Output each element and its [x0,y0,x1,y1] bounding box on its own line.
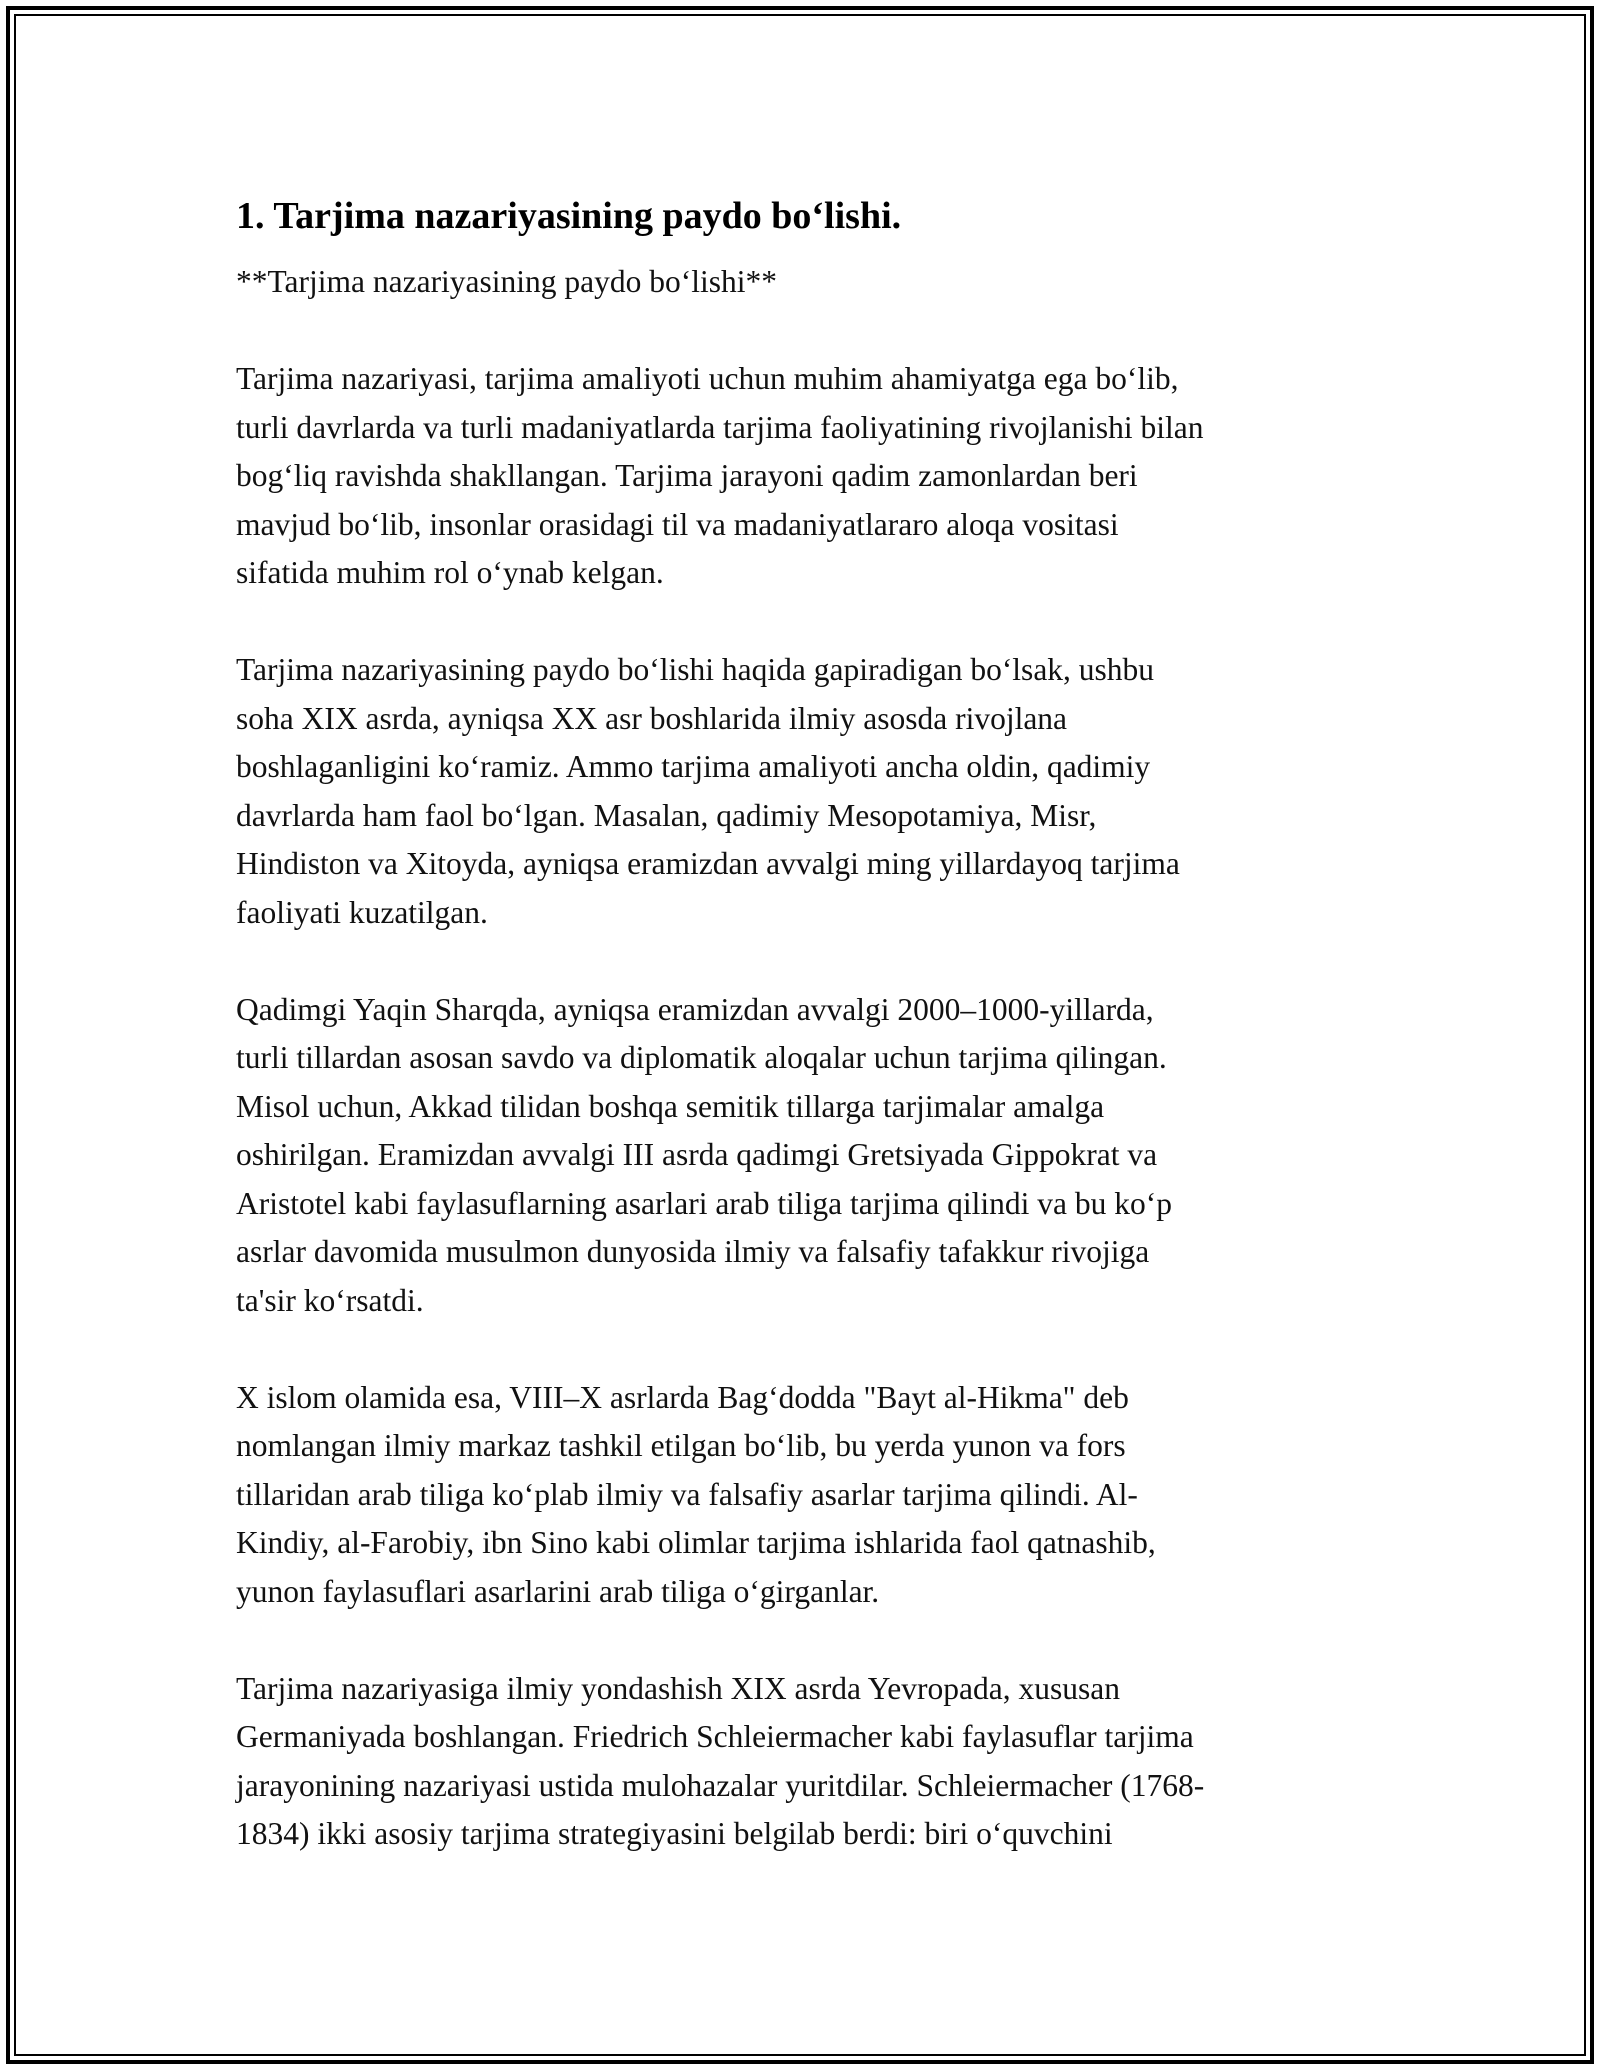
text-line: boshlaganligini ko‘ramiz. Ammo tarjima amaliyoti ancha oldin, qadimiy [236,749,1151,784]
text-line: 1834) ikki asosiy tarjima strategiyasini belgilab berdi: biri o‘quvchini [236,1816,1113,1851]
paragraph [236,1665,1366,1859]
text-line: bog‘liq ravishda shakllangan. Tarjima jarayoni qadim zamonlardan beri [236,458,1138,493]
text-line: ta'sir ko‘rsatdi. [236,1282,424,1318]
text-line: Tarjima nazariyasining paydo bo‘lishi haqida gapiradigan bo‘lsak, ushbu [236,652,1155,687]
text-line: faoliyati kuzatilgan. [236,894,488,930]
text-line: turli tillardan asosan savdo va diplomatik aloqalar uchun tarjima qilingan. [236,1040,1167,1075]
section-subtitle: **Tarjima nazariyasining paydo bo‘lishi** [236,264,778,299]
paragraph [236,1374,1366,1617]
paragraph [236,986,1366,1326]
text-line: sifatida muhim rol o‘ynab kelgan. [236,555,664,590]
text-line: jarayonining nazariyasi ustida mulohazalar yuritdilar. Schleiermacher (1768- [236,1767,1205,1803]
text-line: Kindiy, al-Farobiy, ibn Sino kabi olimlar tarjima ishlarida faol qatnashib, [236,1525,1156,1560]
text-line: yunon faylasuflari asarlarini arab tiliga o‘girganlar. [236,1573,880,1609]
text-line: Misol uchun, Akkad tilidan boshqa semitik tillarga tarjimalar amalga [236,1088,1105,1124]
text-line: Aristotel kabi faylasuflarning asarlari arab tiliga tarjima qilindi va bu ko‘p [236,1185,1172,1221]
text-line: davrlarda ham faol bo‘lgan. Masalan, qadimiy Mesopotamiya, Misr, [236,797,1097,833]
text-line: mavjud bo‘lib, insonlar orasidagi til va madaniyatlararo aloqa vositasi [236,506,1119,542]
paragraph [236,646,1366,937]
text-line: tillaridan arab tiliga ko‘plab ilmiy va falsafiy asarlar tarjima qilindi. Al- [236,1476,1138,1512]
text-line: Tarjima nazariyasiga ilmiy yondashish XIX asrda Yevropada, xususan [236,1670,1120,1706]
text-line: Hindiston va Xitoyda, ayniqsa eramizdan avvalgi ming yillardayoq tarjima [236,846,1180,881]
text-line: Qadimgi Yaqin Sharqda, ayniqsa eramizdan avvalgi 2000–1000-yillarda, [236,991,1154,1027]
text-line: soha XIX asrda, ayniqsa XX asr boshlarida ilmiy asosda rivojlana [236,700,1068,736]
text-line: turli davrlarda va turli madaniyatlarda tarjima faoliyatining rivojlanishi bilan [236,409,1204,445]
text-line: asrlar davomida musulmon dunyosida ilmiy va falsafiy tafakkur rivojiga [236,1234,1150,1269]
text-line: Tarjima nazariyasi, tarjima amaliyoti uchun muhim ahamiyatga ega bo‘lib, [236,361,1179,396]
text-line: X islom olamida esa, VIII–X asrlarda Bag‘dodda "Bayt al-Hikma" deb [236,1379,1129,1415]
text-line: oshirilgan. Eramizdan avvalgi III asrda qadimgi Gretsiyada Gippokrat va [236,1137,1158,1172]
text-line: Germaniyada boshlangan. Friedrich Schleiermacher kabi faylasuflar tarjima [236,1719,1194,1754]
document-body [236,186,1366,1859]
text-line: nomlangan ilmiy markaz tashkil etilgan bo‘lib, bu yerda yunon va fors [236,1428,1126,1463]
paragraph [236,355,1366,598]
section-heading: 1. Tarjima nazariyasining paydo bo‘lishi. [236,195,902,237]
